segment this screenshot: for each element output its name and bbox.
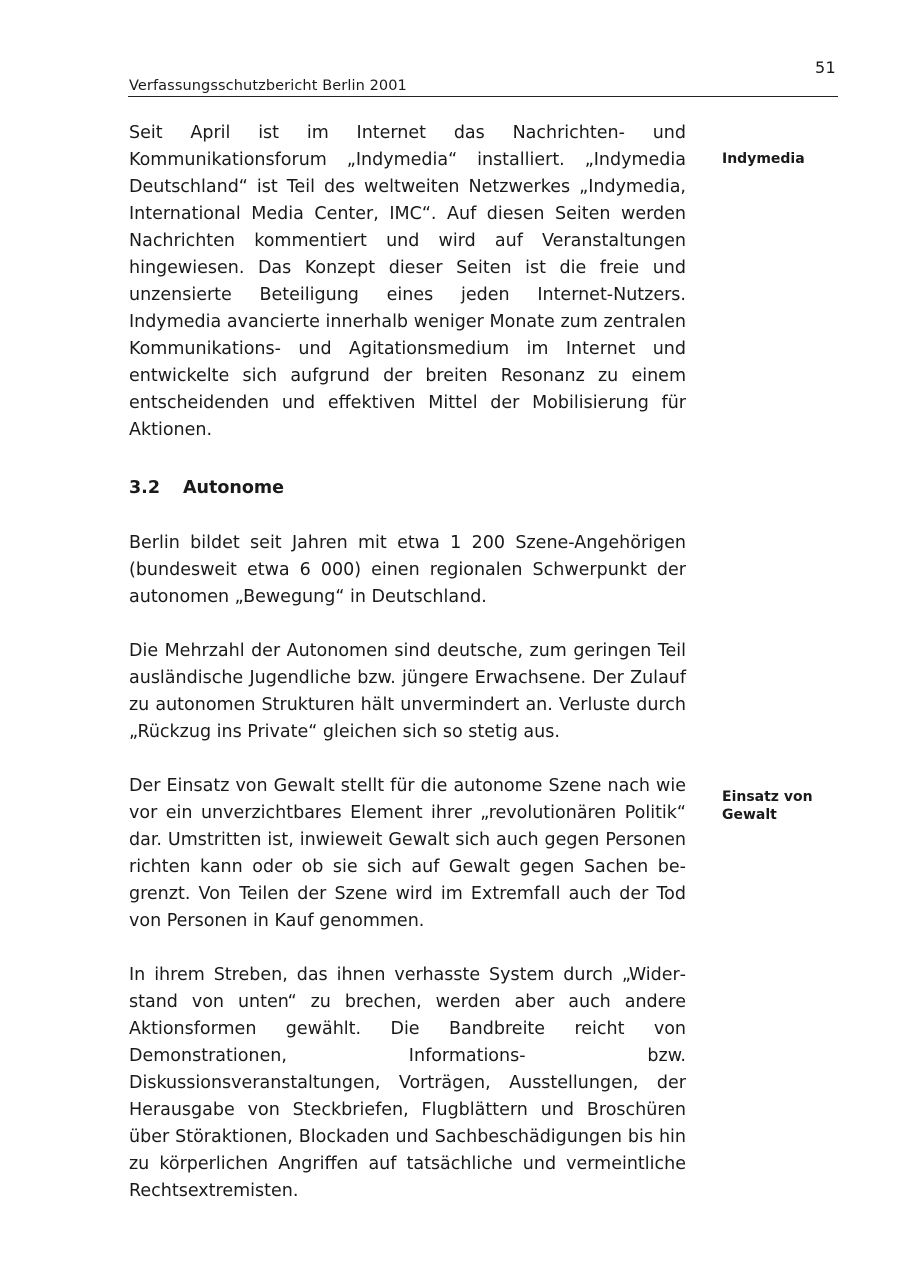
margin-note-einsatz-von-gewalt [722,788,832,824]
paragraph-gewalt: Der Einsatz von Gewalt stellt für die autonome Szene nach wie vor ein unverzichtbares Element ihrer „revolutionären Politik“ dar. Umstritten ist, inwieweit Gewalt sich auch gegen Personen richten kann oder ob sie sich auf Gewalt gegen Sachen begrenzt. Von Teilen der Szene wird im Extremfall auch der Tod von Personen in Kauf genommen. [129,776,686,931]
paragraph-aktionsformen: In ihrem Streben, das ihnen verhasste System durch „Widerstand von unten“ zu brechen, werden aber auch andere Aktionsformen gewählt. Die Bandbreite reicht von Demonstrationen, Informations- bzw. Diskussionsveranstaltungen, Vorträgen, Ausstellungen, der Herausgabe von Steckbriefen, Flugblättern und Broschüren über Störaktionen, Blockaden und Sachbeschädigungen bis hin zu körperlichen Angriffen auf tatsächliche und vermeintliche Rechtsextremisten. [129,965,686,1201]
page-number: 51 [815,58,836,77]
paragraph-berlin: Berlin bildet seit Jahren mit etwa 1 200 Szene-Angehörigen (bundesweit etwa 6 000) einen regionalen Schwerpunkt der autonomen „Bewegung“ in Deutschland. [129,533,686,607]
margin-note-line: Gewalt [722,807,777,823]
intro-block [129,120,686,444]
margin-note-indymedia: Indymedia [722,151,805,167]
indymedia-paragraph: Seit April ist im Internet das Nachrichten- und Kommunikationsforum „Indymedia“ installiert. „Indymedia Deutschland“ ist Teil des weltweiten Netzwerkes „Indymedia, International Media Center, IMC“. Auf diesen Seiten werden Nachrichten kommentiert und wird auf Veranstaltungen hingewiesen. Das Konzept dieser Seiten ist die freie und unzensierte Beteiligung eines jeden Internet-Nutzers. Indymedia avancierte innerhalb weniger Monate zum zentralen Kommunikations- und Agitationsmedium im Internet und entwickelte sich aufgrund der breiten Resonanz zu einem entscheidenden und effektiven Mittel der Mobilisierung für Aktionen. [129,123,686,440]
section-body [129,530,686,1205]
section-number: 3.2 [129,478,161,498]
paragraph-mehrzahl: Die Mehrzahl der Autonomen sind deutsche, zum geringen Teil ausländische Jugendliche bzw. jüngere Erwachsene. Der Zulauf zu autonomen Strukturen hält unvermindert an. Verluste durch „Rückzug ins Private“ gleichen sich so stetig aus. [129,641,686,742]
section-heading [129,476,284,500]
margin-note-line: Einsatz von [722,789,813,805]
header-rule [128,96,838,97]
section-title: Autonome [183,478,284,498]
running-header: Verfassungsschutzbericht Berlin 2001 [129,78,407,94]
